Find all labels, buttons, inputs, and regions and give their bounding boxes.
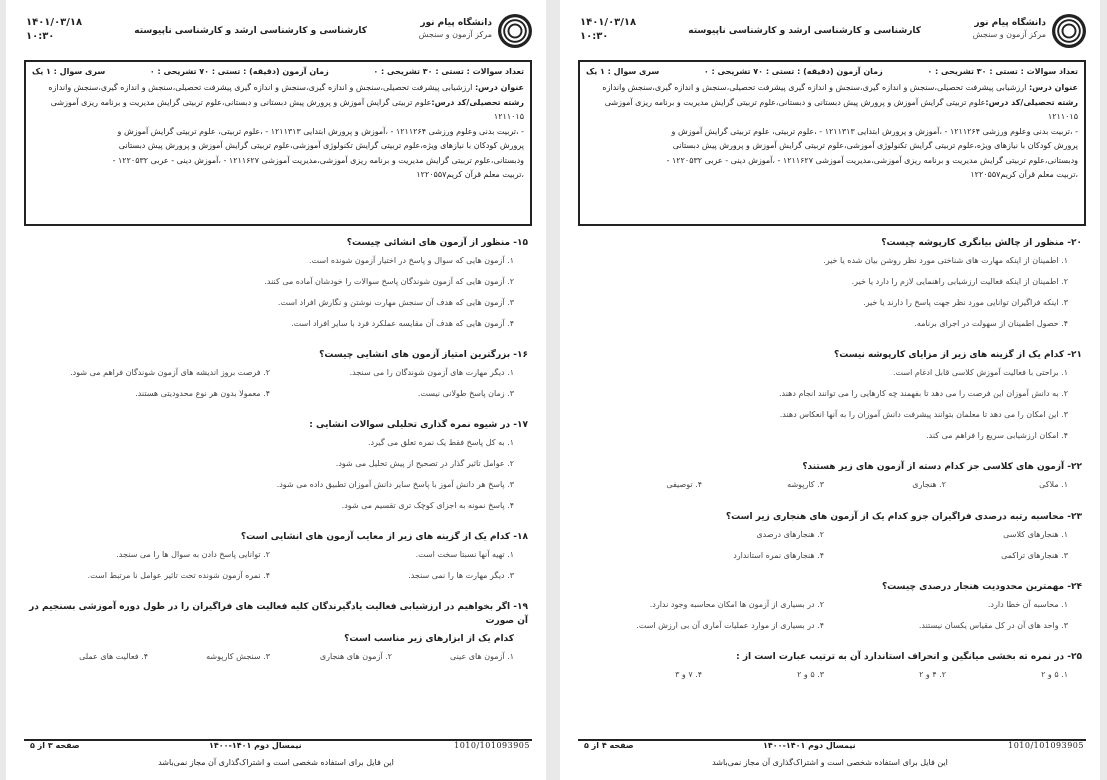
option: ۲. آزمون های هنجاری bbox=[319, 652, 392, 661]
question-18: ۱۸- کدام یک از گزینه های زیر از معایب آزمون های انشایی است؟ ۱. تهیه آنها نسبتا سخت است. ۲. توانایی پاسخ دادن به سوال ها را می سنجد. ۳. دیگر مهارت ها را نمی سنجد. ۴. نمره آزمون شونده تحت تاثیر عوامل نا مرتبط است. bbox=[26, 530, 528, 590]
question-count: تعداد سوالات : تستی : ۳۰ تشریحی : ۰ bbox=[927, 67, 1078, 76]
option: ۲. فرصت بروز اندیشه های آزمون شوندگان فراهم می شود. bbox=[70, 368, 270, 377]
option: ۴. نمره آزمون شونده تحت تاثیر عوامل نا مرتبط است. bbox=[87, 571, 270, 580]
question-20: ۲۰- منظور از چالش بیانگری کارپوشه چیست؟ ۱. اطمینان از اینکه مهارت های شناختی مورد نظر روشن بیان شده یا خیر. ۲. اطمینان از اینکه فعالیت ارزشیابی راهنمایی لازم را دارد یا خیر. ۳. اینکه فراگیران توانایی مورد نظر جهت پاسخ را دارند یا خیر. ۴. حصول اطمینان از سهولت در اجرای برنامه. bbox=[580, 236, 1082, 338]
question-21: ۲۱- کدام یک از گزینه های زیر از مزایای کارپوشه نیست؟ ۱. براحتی با فعالیت آموزش کلاسی قابل ادغام است. ۲. به دانش آموزان این فرصت را می دهد تا بفهمند چه کارهایی را می توانند انجام دهند. ۳. این امکان را می دهد تا معلمان بتوانند پیشرفت دانش آموزان را به آنها انعکاس دهند. ۴. امکان ارزشیابی سریع را فراهم می کند. bbox=[580, 348, 1082, 450]
page-footer bbox=[578, 739, 1086, 755]
option: ۱. محاسبه آن خطا دارد. bbox=[987, 600, 1068, 609]
exam-term: نیمسال دوم ۱۴۰۱-۱۴۰۰ bbox=[763, 741, 856, 750]
exam-duration: زمان آزمون (دقیقه) : تستی : ۷۰ تشریحی : ۰ bbox=[703, 67, 883, 76]
exam-page-4 bbox=[560, 0, 1100, 780]
option: ۲. اطمینان از اینکه فعالیت ارزشیابی راهنمایی لازم را دارد یا خیر. bbox=[851, 277, 1068, 286]
page-footer bbox=[24, 739, 532, 755]
exam-date: ۱۴۰۱/۰۳/۱۸ ۱۰:۳۰ bbox=[26, 17, 83, 42]
question-19: ۱۹- اگر بخواهیم در ارزشیابی فعالیت یادگیرندگان کلیه فعالیت های فراگیران را در طول دوره آموزشی بسنجیم در آن صورت کدام یک از ابزارهای زیر مناسب است؟ ۱. آزمون های عینی ۲. آزمون های هنجاری ۳. سنجش کارپوشه ۴. فعالیت های عملی bbox=[26, 600, 528, 672]
option: ۲. آزمون هایی که آزمون شوندگان پاسخ سوالات را خودشان آماده می کنند. bbox=[264, 277, 514, 286]
exam-duration: زمان آزمون (دقیقه) : تستی : ۷۰ تشریحی : ۰ bbox=[149, 67, 329, 76]
page-number: صفحه ۴ از ۵ bbox=[584, 741, 634, 750]
option: ۳. اینکه فراگیران توانایی مورد نظر جهت پاسخ را دارند یا خیر. bbox=[863, 298, 1068, 307]
page-number: صفحه ۳ از ۵ bbox=[30, 741, 80, 750]
course-info: عنوان درس: ارزشیابی پیشرفت تحصیلی،سنجش و اندازه گیری،سنجش و اندازه گیری پیشرفت تحصیلی،سنجش و اندازه گیری،سنجش واندازه رشته تحصیلی/کد درس:علوم تربیتی گرایش آموزش و پرورش پیش دبستانی و دبستانی،علوم تربیتی گرایش مدیریت و برنامه ریزی آموزشی ۱۲۱۱۰۱۵ - ،تربیت بدنی وعلوم ورزشی ۱۲۱۱۲۶۴ - ،آموزش و پرورش ابتدایی ۱۲۱۱۳۱۳ - ،علوم تربیتی، علوم تربیتی گرایش آموزش و پرورش کودکان با نیازهای ویژه،علوم تربیتی گرایش تکنولوژی آموزشی،علوم تربیتی گرایش آموزش و پرورش پیش دبستانی ودبستانی،علوم تربیتی گرایش مدیریت و برنامه ریزی آموزشی،مدیریت آموزشی ۱۲۱۱۶۲۷ - ،آموزش دینی - عربی ۱۲۲۰۵۳۲ - ،تربیت معلم قرآن کریم۱۲۲۰۵۵۷ bbox=[602, 83, 1078, 179]
option: ۱. هنجارهای کلاسی bbox=[1003, 530, 1068, 539]
exam-page-3 bbox=[6, 0, 546, 780]
question-23: ۲۳- محاسبه رتبه درصدی فراگیران جزو کدام یک از آزمون های هنجاری زیر است؟ ۱. هنجارهای کلاسی ۲. هنجارهای درصدی ۳. هنجارهای تراکمی ۴. هنجارهای نمره استاندارد bbox=[580, 510, 1082, 570]
option: ۳. واحد های آن در کل مقیاس یکسان نیستند. bbox=[918, 621, 1068, 630]
option: ۱. اطمینان از اینکه مهارت های شناختی مورد نظر روشن بیان شده یا خیر. bbox=[823, 256, 1068, 265]
question-series: سری سوال : ۱ یک bbox=[586, 67, 660, 76]
option: ۲. به دانش آموزان این فرصت را می دهد تا بفهمند چه کارهایی را می توانند انجام دهند. bbox=[778, 389, 1068, 398]
option: ۴. پاسخ نمونه به اجزای کوچک تری تقسیم می شود. bbox=[341, 501, 514, 510]
option: ۱. ۵ و ۲ bbox=[1041, 670, 1068, 679]
exam-title: کارشناسی و کارشناسی ارشد و کارشناسی ناپیوسته bbox=[134, 26, 367, 36]
option: ۳. سنجش کارپوشه bbox=[206, 652, 270, 661]
question-count: تعداد سوالات : تستی : ۳۰ تشریحی : ۰ bbox=[373, 67, 524, 76]
option: ۳. زمان پاسخ طولانی نیست. bbox=[417, 389, 514, 398]
question-17: ۱۷- در شیوه نمره گذاری تحلیلی سوالات انشایی : ۱. به کل پاسخ فقط یک نمره تعلق می گیرد. ۲. عوامل تاثیر گذار در تصحیح از پیش تحلیل می شود. ۳. پاسخ هر دانش آموز با پاسخ سایر دانش آموزان تطبیق داده می شود. ۴. پاسخ نمونه به اجزای کوچک تری تقسیم می شود. bbox=[26, 418, 528, 520]
question-15: ۱۵- منظور از آزمون های انشائی چیست؟ ۱. آزمون هایی که سوال و پاسخ در اختیار آزمون شونده است. ۲. آزمون هایی که آزمون شوندگان پاسخ سوالات را خودشان آماده می کنند. ۳. آزمون هایی که هدف آن سنجش مهارت نوشتن و نگارش افراد است. ۴. آزمون هایی که هدف آن مقایسه عملکرد فرد با سایر افراد است. bbox=[26, 236, 528, 338]
exam-info-box bbox=[24, 60, 532, 226]
exam-code: 1010/101093905 bbox=[1008, 741, 1084, 750]
question-series: سری سوال : ۱ یک bbox=[32, 67, 106, 76]
option: ۴. فعالیت های عملی bbox=[79, 652, 148, 661]
exam-info-box bbox=[578, 60, 1086, 226]
questions bbox=[580, 236, 1082, 700]
option: ۱. براحتی با فعالیت آموزش کلاسی قابل ادغام است. bbox=[892, 368, 1068, 377]
option: ۳. پاسخ هر دانش آموز با پاسخ سایر دانش آموزان تطبیق داده می شود. bbox=[276, 480, 514, 489]
option: ۲. توانایی پاسخ دادن به سوال ها را می سنجد. bbox=[116, 550, 270, 559]
option: ۴. در بسیاری از موارد عملیات آماری آن بی ارزش است. bbox=[636, 621, 824, 630]
option: ۲. در بسیاری از آزمون ها امکان محاسبه وجود ندارد. bbox=[649, 600, 824, 609]
option: ۳. این امکان را می دهد تا معلمان بتوانند پیشرفت دانش آموزان را به آنها انعکاس دهند. bbox=[779, 410, 1068, 419]
course-info: عنوان درس: ارزشیابی پیشرفت تحصیلی،سنجش و اندازه گیری،سنجش و اندازه گیری پیشرفت تحصیلی،سنجش و اندازه گیری،سنجش واندازه رشته تحصیلی/کد درس:علوم تربیتی گرایش آموزش و پرورش پیش دبستانی و دبستانی،علوم تربیتی گرایش مدیریت و برنامه ریزی آموزشی ۱۲۱۱۰۱۵ - ،تربیت بدنی وعلوم ورزشی ۱۲۱۱۲۶۴ - ،آموزش و پرورش ابتدایی ۱۲۱۱۳۱۳ - ،علوم تربیتی، علوم تربیتی گرایش آموزش و پرورش کودکان با نیازهای ویژه،علوم تربیتی گرایش تکنولوژی آموزشی،علوم تربیتی گرایش آموزش و پرورش پیش دبستانی ودبستانی،علوم تربیتی گرایش مدیریت و برنامه ریزی آموزشی،مدیریت آموزشی ۱۲۱۱۶۲۷ - ،آموزش دینی - عربی ۱۲۲۰۵۳۲ - ،تربیت معلم قرآن کریم۱۲۲۰۵۵۷ bbox=[48, 83, 524, 179]
option: ۴. حصول اطمینان از سهولت در اجرای برنامه. bbox=[914, 319, 1068, 328]
question-22: ۲۲- آزمون های کلاسی جز کدام دسته از آزمون های زیر هستند؟ ۱. ملاکی ۲. هنجاری ۳. کارپوشه ۴. توصیفی bbox=[580, 460, 1082, 500]
option: ۲. ۴ و ۲ bbox=[919, 670, 946, 679]
option: ۲. هنجاری bbox=[912, 480, 946, 489]
option: ۳. هنجارهای تراکمی bbox=[1001, 551, 1068, 560]
university-logo-icon bbox=[498, 14, 532, 48]
copyright-notice: این فایل برای استفاده شخصی است و اشتراک‌گذاری آن مجاز نمی‌باشد bbox=[712, 758, 948, 767]
questions bbox=[26, 236, 528, 682]
option: ۱. آزمون هایی که سوال و پاسخ در اختیار آزمون شونده است. bbox=[309, 256, 514, 265]
option: ۱. دیگر مهارت های آزمون شوندگان را می سنجد. bbox=[349, 368, 514, 377]
option: ۴. آزمون هایی که هدف آن مقایسه عملکرد فرد با سایر افراد است. bbox=[291, 319, 514, 328]
exam-term: نیمسال دوم ۱۴۰۱-۱۴۰۰ bbox=[209, 741, 302, 750]
university-name: دانشگاه پیام نور مرکز آزمون و سنجش bbox=[418, 18, 492, 39]
option: ۱. ملاکی bbox=[1039, 480, 1068, 489]
option: ۳. آزمون هایی که هدف آن سنجش مهارت نوشتن و نگارش افراد است. bbox=[277, 298, 514, 307]
option: ۱. آزمون های عینی bbox=[449, 652, 514, 661]
option: ۴. هنجارهای نمره استاندارد bbox=[733, 551, 824, 560]
question-24: ۲۴- مهمترین محدودیت هنجار درصدی چیست؟ ۱. محاسبه آن خطا دارد. ۲. در بسیاری از آزمون ها امکان محاسبه وجود ندارد. ۳. واحد های آن در کل مقیاس یکسان نیستند. ۴. در بسیاری از موارد عملیات آماری آن بی ارزش است. bbox=[580, 580, 1082, 640]
university-logo-icon bbox=[1052, 14, 1086, 48]
option: ۴. امکان ارزشیابی سریع را فراهم می کند. bbox=[926, 431, 1068, 440]
university-name: دانشگاه پیام نور مرکز آزمون و سنجش bbox=[972, 18, 1046, 39]
page-header bbox=[578, 14, 1086, 54]
option: ۲. عوامل تاثیر گذار در تصحیح از پیش تحلیل می شود. bbox=[335, 459, 514, 468]
option: ۴. معمولا بدون هر نوع محدودیتی هستند. bbox=[135, 389, 270, 398]
exam-code: 1010/101093905 bbox=[454, 741, 530, 750]
option: ۳. کارپوشه bbox=[787, 480, 824, 489]
option: ۴. ۷ و ۳ bbox=[675, 670, 702, 679]
page-header bbox=[24, 14, 532, 54]
option: ۱. تهیه آنها نسبتا سخت است. bbox=[415, 550, 514, 559]
option: ۴. توصیفی bbox=[666, 480, 702, 489]
question-25: ۲۵- در نمره ته بخشی میانگین و انحراف استاندارد آن به ترتیب عبارت است از : ۱. ۵ و ۲ ۲. ۴ و ۲ ۳. ۵ و ۲ ۴. ۷ و ۳ bbox=[580, 650, 1082, 690]
option: ۳. ۵ و ۲ bbox=[797, 670, 824, 679]
option: ۱. به کل پاسخ فقط یک نمره تعلق می گیرد. bbox=[367, 438, 514, 447]
option: ۳. دیگر مهارت ها را نمی سنجد. bbox=[408, 571, 514, 580]
exam-title: کارشناسی و کارشناسی ارشد و کارشناسی ناپیوسته bbox=[688, 26, 921, 36]
option: ۲. هنجارهای درصدی bbox=[756, 530, 824, 539]
copyright-notice: این فایل برای استفاده شخصی است و اشتراک‌گذاری آن مجاز نمی‌باشد bbox=[158, 758, 394, 767]
question-16: ۱۶- بزرگترین امتیاز آزمون های انشایی چیست؟ ۱. دیگر مهارت های آزمون شوندگان را می سنجد. ۲. فرصت بروز اندیشه های آزمون شوندگان فراهم می شود. ۳. زمان پاسخ طولانی نیست. ۴. معمولا بدون هر نوع محدودیتی هستند. bbox=[26, 348, 528, 408]
exam-date: ۱۴۰۱/۰۳/۱۸ ۱۰:۳۰ bbox=[580, 17, 637, 42]
